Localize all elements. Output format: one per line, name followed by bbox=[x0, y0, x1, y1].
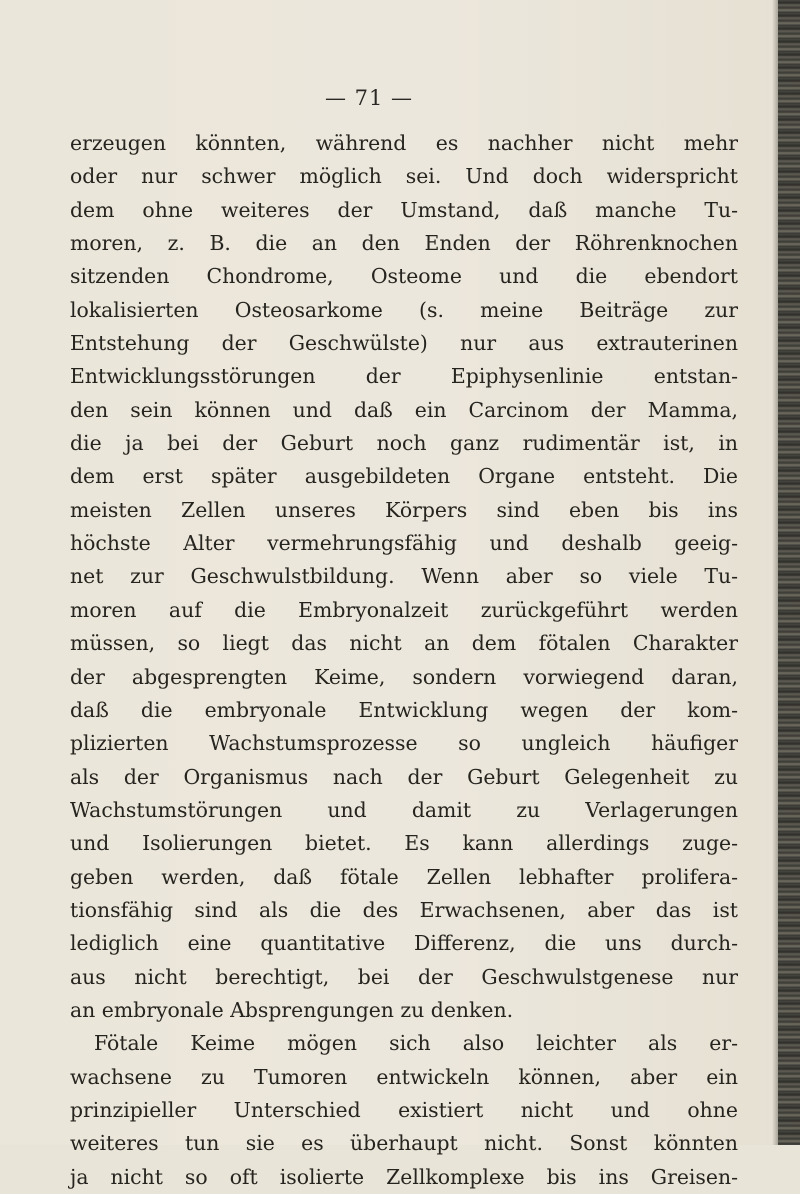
text-line: und Isolierungen bietet. Es kann allerdings zuge- bbox=[70, 831, 738, 856]
text-line: der abgesprengten Keime, sondern vorwiegend daran, bbox=[70, 664, 738, 689]
text-line: Fötale Keime mögen sich also leichter als er- bbox=[94, 1031, 738, 1056]
text-line: plizierten Wachstumsprozesse so ungleich häufiger bbox=[70, 731, 738, 756]
text-line: geben werden, daß fötale Zellen lebhafter prolifera- bbox=[70, 864, 738, 889]
text-line: als der Organismus nach der Geburt Gelegenheit zu bbox=[70, 764, 738, 789]
text-line: moren, z. B. die an den Enden der Röhrenknochen bbox=[70, 231, 738, 256]
text-line: prinzipieller Unterschied existiert nicht und ohne bbox=[70, 1097, 738, 1122]
text-line: höchste Alter vermehrungsfähig und deshalb geeig- bbox=[70, 531, 738, 556]
text-line: sitzenden Chondrome, Osteome und die ebendort bbox=[70, 264, 738, 289]
text-line: aus nicht berechtigt, bei der Geschwulstgenese nur bbox=[70, 964, 738, 989]
text-line: lokalisierten Osteosarkome (s. meine Beiträge zur bbox=[70, 297, 738, 322]
body-text bbox=[70, 127, 738, 1194]
text-line: den sein können und daß ein Carcinom der Mamma, bbox=[70, 397, 738, 422]
text-line: dem ohne weiteres der Umstand, daß manche Tu- bbox=[70, 197, 738, 222]
text-line: oder nur schwer möglich sei. Und doch widerspricht bbox=[70, 164, 738, 189]
text-line: lediglich eine quantitative Differenz, die uns durch- bbox=[70, 931, 738, 956]
text-line: moren auf die Embryonalzeit zurückgeführt werden bbox=[70, 597, 738, 622]
text-line: Entstehung der Geschwülste) nur aus extrauterinen bbox=[70, 331, 738, 356]
text-line: wachsene zu Tumoren entwickeln können, aber ein bbox=[70, 1064, 738, 1089]
text-line: an embryonale Absprengungen zu denken. bbox=[70, 997, 514, 1022]
text-line: tionsfähig sind als die des Erwachsenen, aber das ist bbox=[70, 897, 738, 922]
book-spine-edge bbox=[778, 0, 800, 1145]
text-line: erzeugen könnten, während es nachher nicht mehr bbox=[70, 131, 738, 155]
text-line: daß die embryonale Entwicklung wegen der kom- bbox=[70, 697, 738, 722]
text-line: dem erst später ausgebildeten Organe entsteht. Die bbox=[70, 464, 738, 489]
text-line: ja nicht so oft isolierte Zellkomplexe bis ins Greisen- bbox=[70, 1164, 738, 1189]
text-line: Wachstumstörungen und damit zu Verlagerungen bbox=[70, 797, 738, 822]
text-line: müssen, so liegt das nicht an dem fötalen Charakter bbox=[70, 631, 738, 656]
text-line: meisten Zellen unseres Körpers sind eben bis ins bbox=[70, 497, 738, 522]
text-line: weiteres tun sie es überhaupt nicht. Sonst könnten bbox=[70, 1131, 738, 1156]
text-line: net zur Geschwulstbildung. Wenn aber so viele Tu- bbox=[70, 564, 738, 589]
text-line: die ja bei der Geburt noch ganz rudimentär ist, in bbox=[70, 431, 738, 456]
text-line: Entwicklungsstörungen der Epiphysenlinie entstan- bbox=[70, 364, 738, 389]
page-number: — 71 — bbox=[324, 86, 414, 110]
